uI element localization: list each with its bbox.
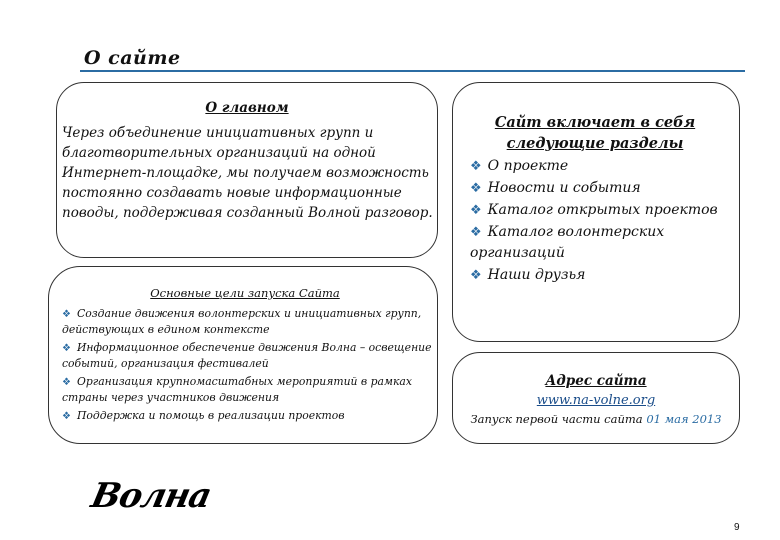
main-info-text: Через объединение инициативных групп и благотворительных организаций на одной Интернет-площадке, мы получаем возможность постоянно создавать новые информационные поводы, поддерживая созданный Волной разговор. xyxy=(62,125,433,221)
list-item: ❖ Информационное обеспечение движения Волна – освещение событий, организация фестивалей xyxy=(62,341,432,370)
page-number: 9 xyxy=(734,522,740,533)
diamond-bullet-icon: ❖ xyxy=(62,343,71,354)
sections-heading: Сайт включает в себя следующие разделы xyxy=(494,114,696,152)
list-item: ❖ Поддержка и помощь в реализации проектов xyxy=(62,409,345,422)
address-heading: Адрес сайта xyxy=(545,373,647,389)
list-item: ❖ О проекте xyxy=(470,158,569,174)
page-title: О сайте xyxy=(84,47,181,69)
site-url-link[interactable]: www.na-volne.org xyxy=(536,393,656,408)
goals-list xyxy=(62,306,432,427)
list-item: ❖ Наши друзья xyxy=(470,267,586,283)
list-item: ❖ Каталог открытых проектов xyxy=(470,202,718,218)
list-item: ❖ Создание движения волонтерских и инициативных групп, действующих в едином контексте xyxy=(62,307,422,336)
list-item: ❖ Организация крупномасштабных мероприятий в рамках страны через участников движения xyxy=(62,375,412,404)
goals-heading: Основные цели запуска Сайта xyxy=(150,286,340,300)
launch-info: Запуск первой части сайта 01 мая 2013 xyxy=(470,412,722,426)
launch-date: 01 мая 2013 xyxy=(646,412,722,426)
list-item: ❖ Новости и события xyxy=(470,180,641,196)
title-divider xyxy=(80,70,745,72)
main-info-heading: О главном xyxy=(205,100,289,116)
diamond-bullet-icon: ❖ xyxy=(470,203,482,218)
diamond-bullet-icon: ❖ xyxy=(62,377,71,388)
diamond-bullet-icon: ❖ xyxy=(62,411,71,422)
volna-logo: Волна xyxy=(87,476,215,516)
diamond-bullet-icon: ❖ xyxy=(470,159,482,174)
diamond-bullet-icon: ❖ xyxy=(62,309,71,320)
sections-list xyxy=(470,156,732,287)
diamond-bullet-icon: ❖ xyxy=(470,181,482,196)
diamond-bullet-icon: ❖ xyxy=(470,225,482,240)
diamond-bullet-icon: ❖ xyxy=(470,268,482,283)
list-item: ❖ Каталог волонтерских организаций xyxy=(470,224,665,261)
